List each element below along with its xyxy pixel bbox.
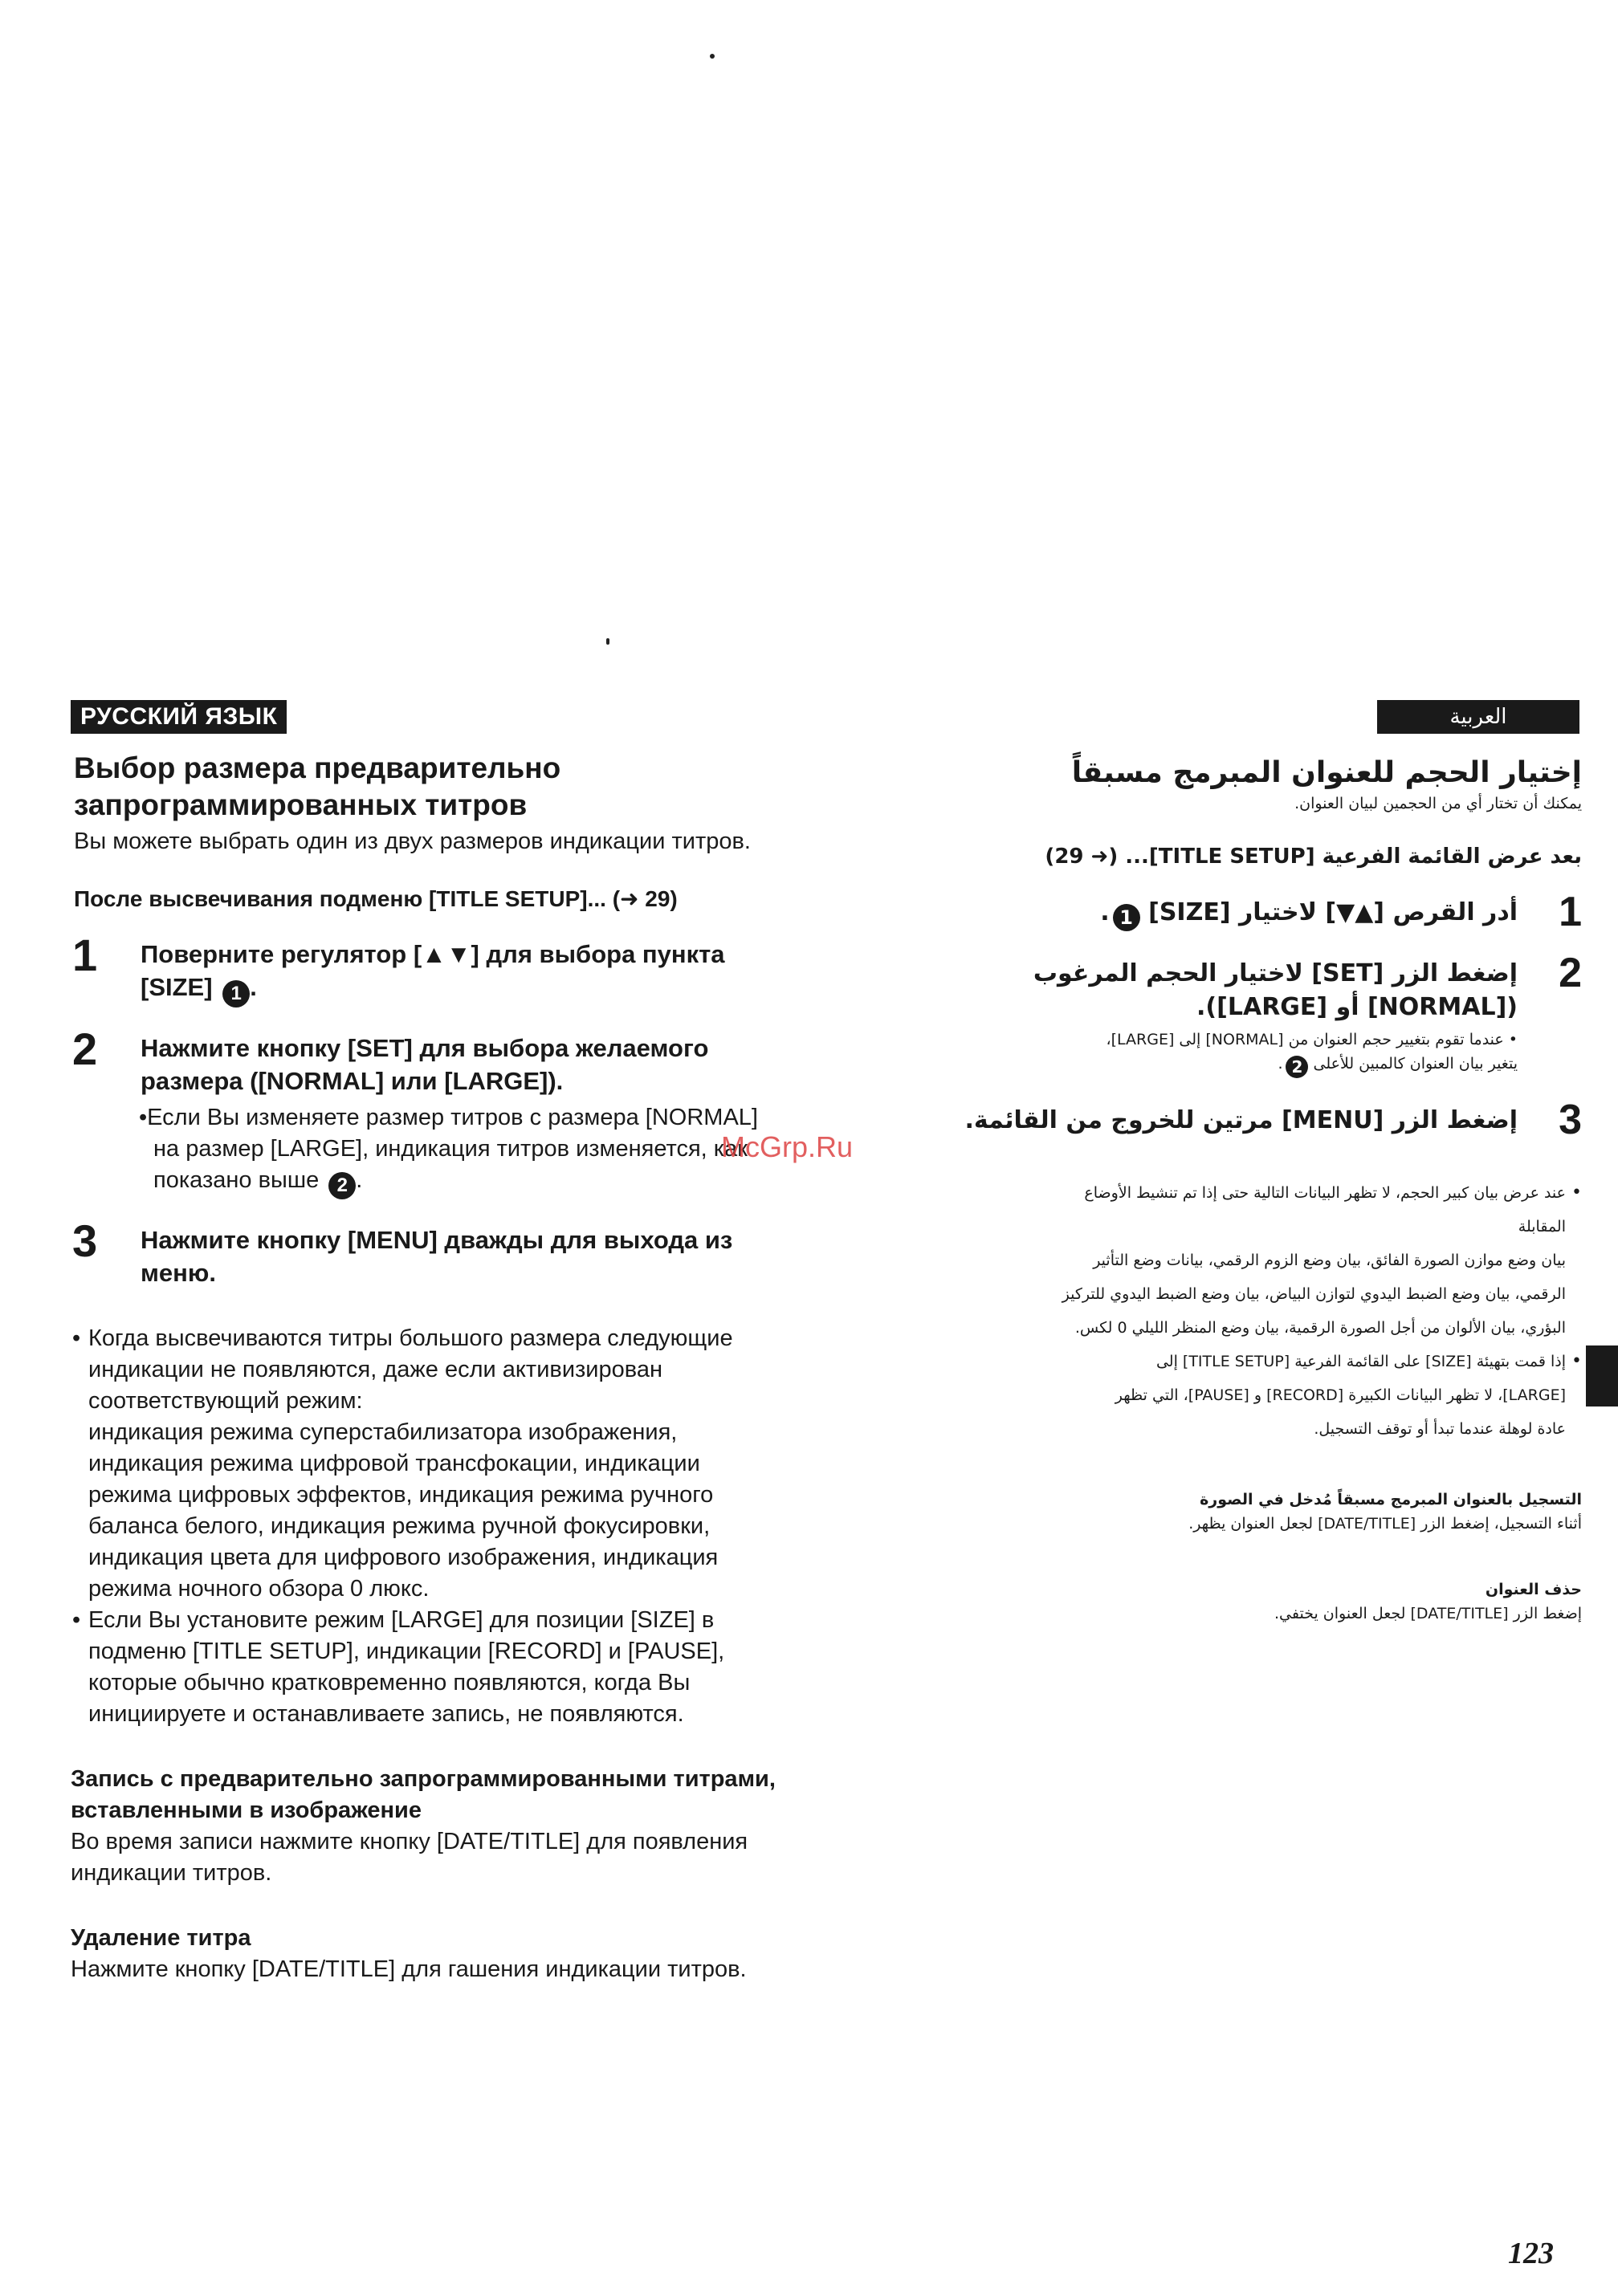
step-2: 2 Нажмите кнопку [SET] для выбора желаемого размера ([NORMAL] или [LARGE]). •Если Вы изменяете размер титров с размера [NORMAL] на размер [LARGE], индикация титров изменяется, как показано выше 2 . bbox=[71, 1032, 866, 1199]
marker-1-icon: 1 bbox=[222, 980, 250, 1008]
after-menu-instruction: После высвечивания подменю [TITLE SETUP]... (➜ 29) bbox=[74, 886, 678, 911]
section-title: إختيار الحجم للعنوان المبرمج مسبقاً bbox=[1071, 756, 1582, 789]
recording-text: أثناء التسجيل، إضغط الزر [DATE/TITLE] لجعل العنوان يظهر. bbox=[1188, 1515, 1582, 1533]
step-3: 3 Нажмите кнопку [MENU] дважды для выхода из меню. bbox=[72, 1215, 733, 1287]
delete-text: Нажмите кнопку [DATE/TITLE] для гашения индикации титров. bbox=[71, 1956, 747, 1982]
language-badge-russian: РУССКИЙ ЯЗЫК bbox=[71, 700, 287, 734]
delete-heading: Удаление титра bbox=[71, 1925, 251, 1951]
step-2: 2 إضغط الزر [SET] لاختيار الحجم المرغوب ([NORMAL] أو [LARGE]). • عندما تقوم بتغيير حجم العنوان من [NORMAL] إلى [LARGE]، يتغير بيان العنوان كالمبين للأعلى 2. bbox=[931, 957, 1582, 1078]
marker-1-icon: 1 bbox=[1113, 904, 1140, 931]
note-item: • Если Вы установите режим [LARGE] для позиции [SIZE] в подменю [TITLE SETUP], индикации [RECORD] и [PAUSE], которые обычно кратковременно появляются, когда Вы инициируете и останавливаете запись, не появляются. bbox=[71, 1605, 866, 1730]
step-1: 1 أدر القرص [▲▼] لاختيار [SIZE] 1. bbox=[1100, 889, 1582, 935]
step-number: 3 bbox=[1559, 1097, 1582, 1143]
speck bbox=[606, 638, 609, 645]
arabic-column bbox=[931, 700, 1582, 1626]
note-item: • إذا قمت بتهيئة [SIZE] على القائمة الفرعية [TITLE SETUP] إلى [LARGE]، لا تظهر البيانات الكبيرة [RECORD] و [PAUSE]، التي تظهر عادة لوهلة عندما تبدأ أو توقف التسجيل. bbox=[931, 1345, 1582, 1446]
delete-text: إضغط الزر [DATE/TITLE] لجعل العنوان يختفي. bbox=[1274, 1605, 1582, 1622]
language-badge-arabic: العربية bbox=[1377, 700, 1579, 734]
page-number: 123 bbox=[1508, 2237, 1554, 2270]
side-thumb-tab bbox=[1586, 1345, 1618, 1407]
note-item: • Когда высвечиваются титры большого размера следующие индикации не появляются, даже если активизирован соответствующий режим: индикация режима суперстабилизатора изображения, индикация режима цифровой трансфокации, индикации режима цифровых эффектов, индикация режима ручного баланса белого, индикация режима ручной фокусировки, индикация цвета для цифрового изображения, индикация режима ночного обзора 0 люкс. bbox=[71, 1323, 866, 1605]
step-note: • عندما تقوم بتغيير حجم العنوان من [NORMAL] إلى [LARGE]، يتغير بيان العنوان كالمبين للأعلى 2. bbox=[1106, 1031, 1518, 1077]
russian-column bbox=[71, 700, 866, 1985]
recording-heading: التسجيل بالعنوان المبرمج مسبقاً مُدخل في الصورة bbox=[1200, 1491, 1582, 1508]
section-title: Выбор размера предварительно запрограммированных титров bbox=[74, 751, 561, 821]
speck bbox=[710, 54, 715, 59]
step-1: 1 Поверните регулятор [▲▼] для выбора пункта [SIZE] 1 . bbox=[71, 938, 866, 1008]
step-note: •Если Вы изменяете размер титров с размера [NORMAL] на размер [LARGE], индикация титров изменяется, как показано выше 2 . bbox=[139, 1102, 866, 1199]
notes-list bbox=[931, 1176, 1582, 1446]
watermark: McGrp.Ru bbox=[721, 1130, 854, 1163]
after-menu-instruction: بعد عرض القائمة الفرعية [TITLE SETUP]... (➜ 29) bbox=[1045, 845, 1582, 869]
marker-2-icon: 2 bbox=[1286, 1056, 1308, 1078]
note-item: • عند عرض بيان كبير الحجم، لا تظهر البيانات التالية حتى إذا تم تنشيط الأوضاع المقابلة بيان وضع موازن الصورة الفائق، بيان وضع الزوم الرقمي، بيانات وضع التأثير الرقمي، بيان وضع الضبط اليدوي لتوازن البياض، بيان وضع الضبط اليدوي للتركيز البؤري، بيان الألوان من أجل الصورة الرقمية، بيان وضع المنظر الليلي 0 لكس. bbox=[931, 1176, 1582, 1345]
section-intro: Вы можете выбрать один из двух размеров индикации титров. bbox=[74, 828, 751, 854]
step-3: 3 إضغط الزر [MENU] مرتين للخروج من القائمة. bbox=[964, 1097, 1582, 1143]
recording-heading: Запись с предварительно запрограммированными титрами, вставленными в изображение bbox=[71, 1766, 776, 1823]
marker-2-icon: 2 bbox=[328, 1172, 356, 1199]
step-number: 1 bbox=[1559, 889, 1582, 935]
step-number: 1 bbox=[72, 930, 98, 980]
notes-list bbox=[71, 1323, 866, 1730]
delete-heading: حذف العنوان bbox=[1485, 1581, 1582, 1598]
section-intro: يمكنك أن تختار أي من الحجمين لبيان العنوان. bbox=[1294, 795, 1582, 812]
step-number: 2 bbox=[72, 1024, 98, 1074]
recording-text: Во время записи нажмите кнопку [DATE/TITLE] для появления индикации титров. bbox=[71, 1829, 748, 1886]
step-number: 3 bbox=[72, 1215, 98, 1266]
step-number: 2 bbox=[1559, 950, 1582, 996]
